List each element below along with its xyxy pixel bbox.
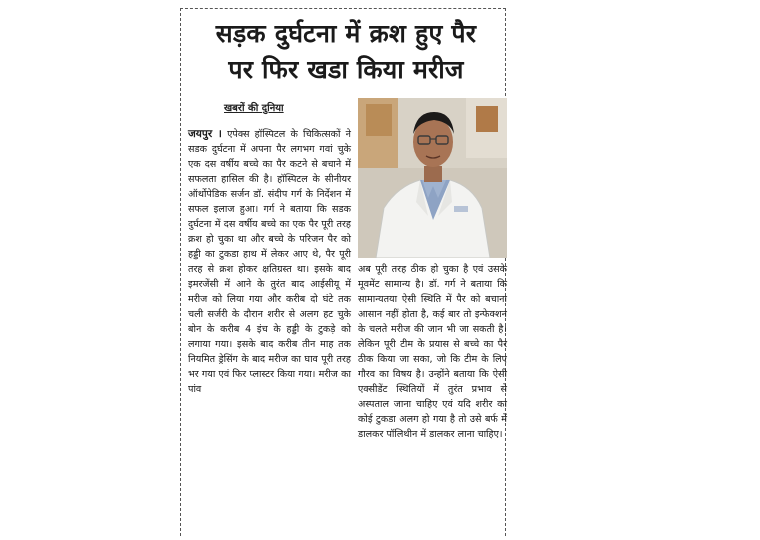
headline-line-1: सड़क दुर्घटना में क्रश हुए पैर <box>215 19 477 48</box>
headline <box>188 16 504 88</box>
article-column-1 <box>188 127 351 397</box>
article-column-1-text: एपेक्स हॉस्पिटल के चिकित्सकों ने सडक दुर्घटना में अपना पैर लगभग गवां चुके एक दस वर्षीय बच्चे का पैर कटने से बचाने में सफलता हासिल की है। हॉस्पिटल के सीनीयर ऑर्थोपेडिक सर्जन डॉ. संदीप गर्ग के निर्देशन में सफल इलाज हुआ। गर्ग ने बताया कि सडक दुर्घटना में दस वर्षीय बच्चे का एक पैर पूरी तरह क्रश हो चुका था और बच्चे के परिजन पैर को हड्डी का टुकडा हाथ में लेकर आए थे, पैर पूरी तरह से क्रश होकर क्षतिग्रस्त था। इसके बाद इमरजेंसी में आने के तुरंत बाद आईसीयू में मरीज को लिया गया और करीब दो घंटे तक चली सर्जरी के दौरान शरीर से अलग हट चुके बोन के करीब 4 इंच के हड्डी के टुकड़े को लगाया गया। इसके बाद करीब तीन माह तक नियमित ड्रेसिंग के बाद मरीज का घाव पूरी तरह भर गया एवं फिर प्लास्टर किया गया। मरीज का पांव <box>188 129 351 395</box>
dateline-city: जयपुर । <box>188 128 222 140</box>
byline: खबरों की दुनिया <box>224 103 284 114</box>
article-column-2: अब पूरी तरह ठीक हो चुका है एवं उसके मूवमेंट सामान्य है। डॉ. गर्ग ने बताया कि सामान्यतया ऐसी स्थिति में पैर को बचाना आसान नहीं होता है, कई बार तो इन्फेक्शन के चलते मरीज की जान भी जा सकती है। लेकिन पूरी टीम के प्रयास से बच्चे का पैर ठीक किया जा सका, जो कि टीम के लिए गौरव का विषय है। उन्होंने बताया कि ऐसी एक्सीडेंट स्थितियों में तुरंत प्रभाव से अस्पताल जाना चाहिए एवं यदि शरीर का कोई टुकडा अलग हो गया है तो उसे बर्फ में डालकर पॉलिथीन में डालकर लाना चाहिए। <box>358 264 507 440</box>
headline-line-2: पर फिर खडा किया मरीज <box>228 55 464 84</box>
doctor-portrait-image <box>358 98 507 258</box>
doctor-photo <box>358 98 507 258</box>
